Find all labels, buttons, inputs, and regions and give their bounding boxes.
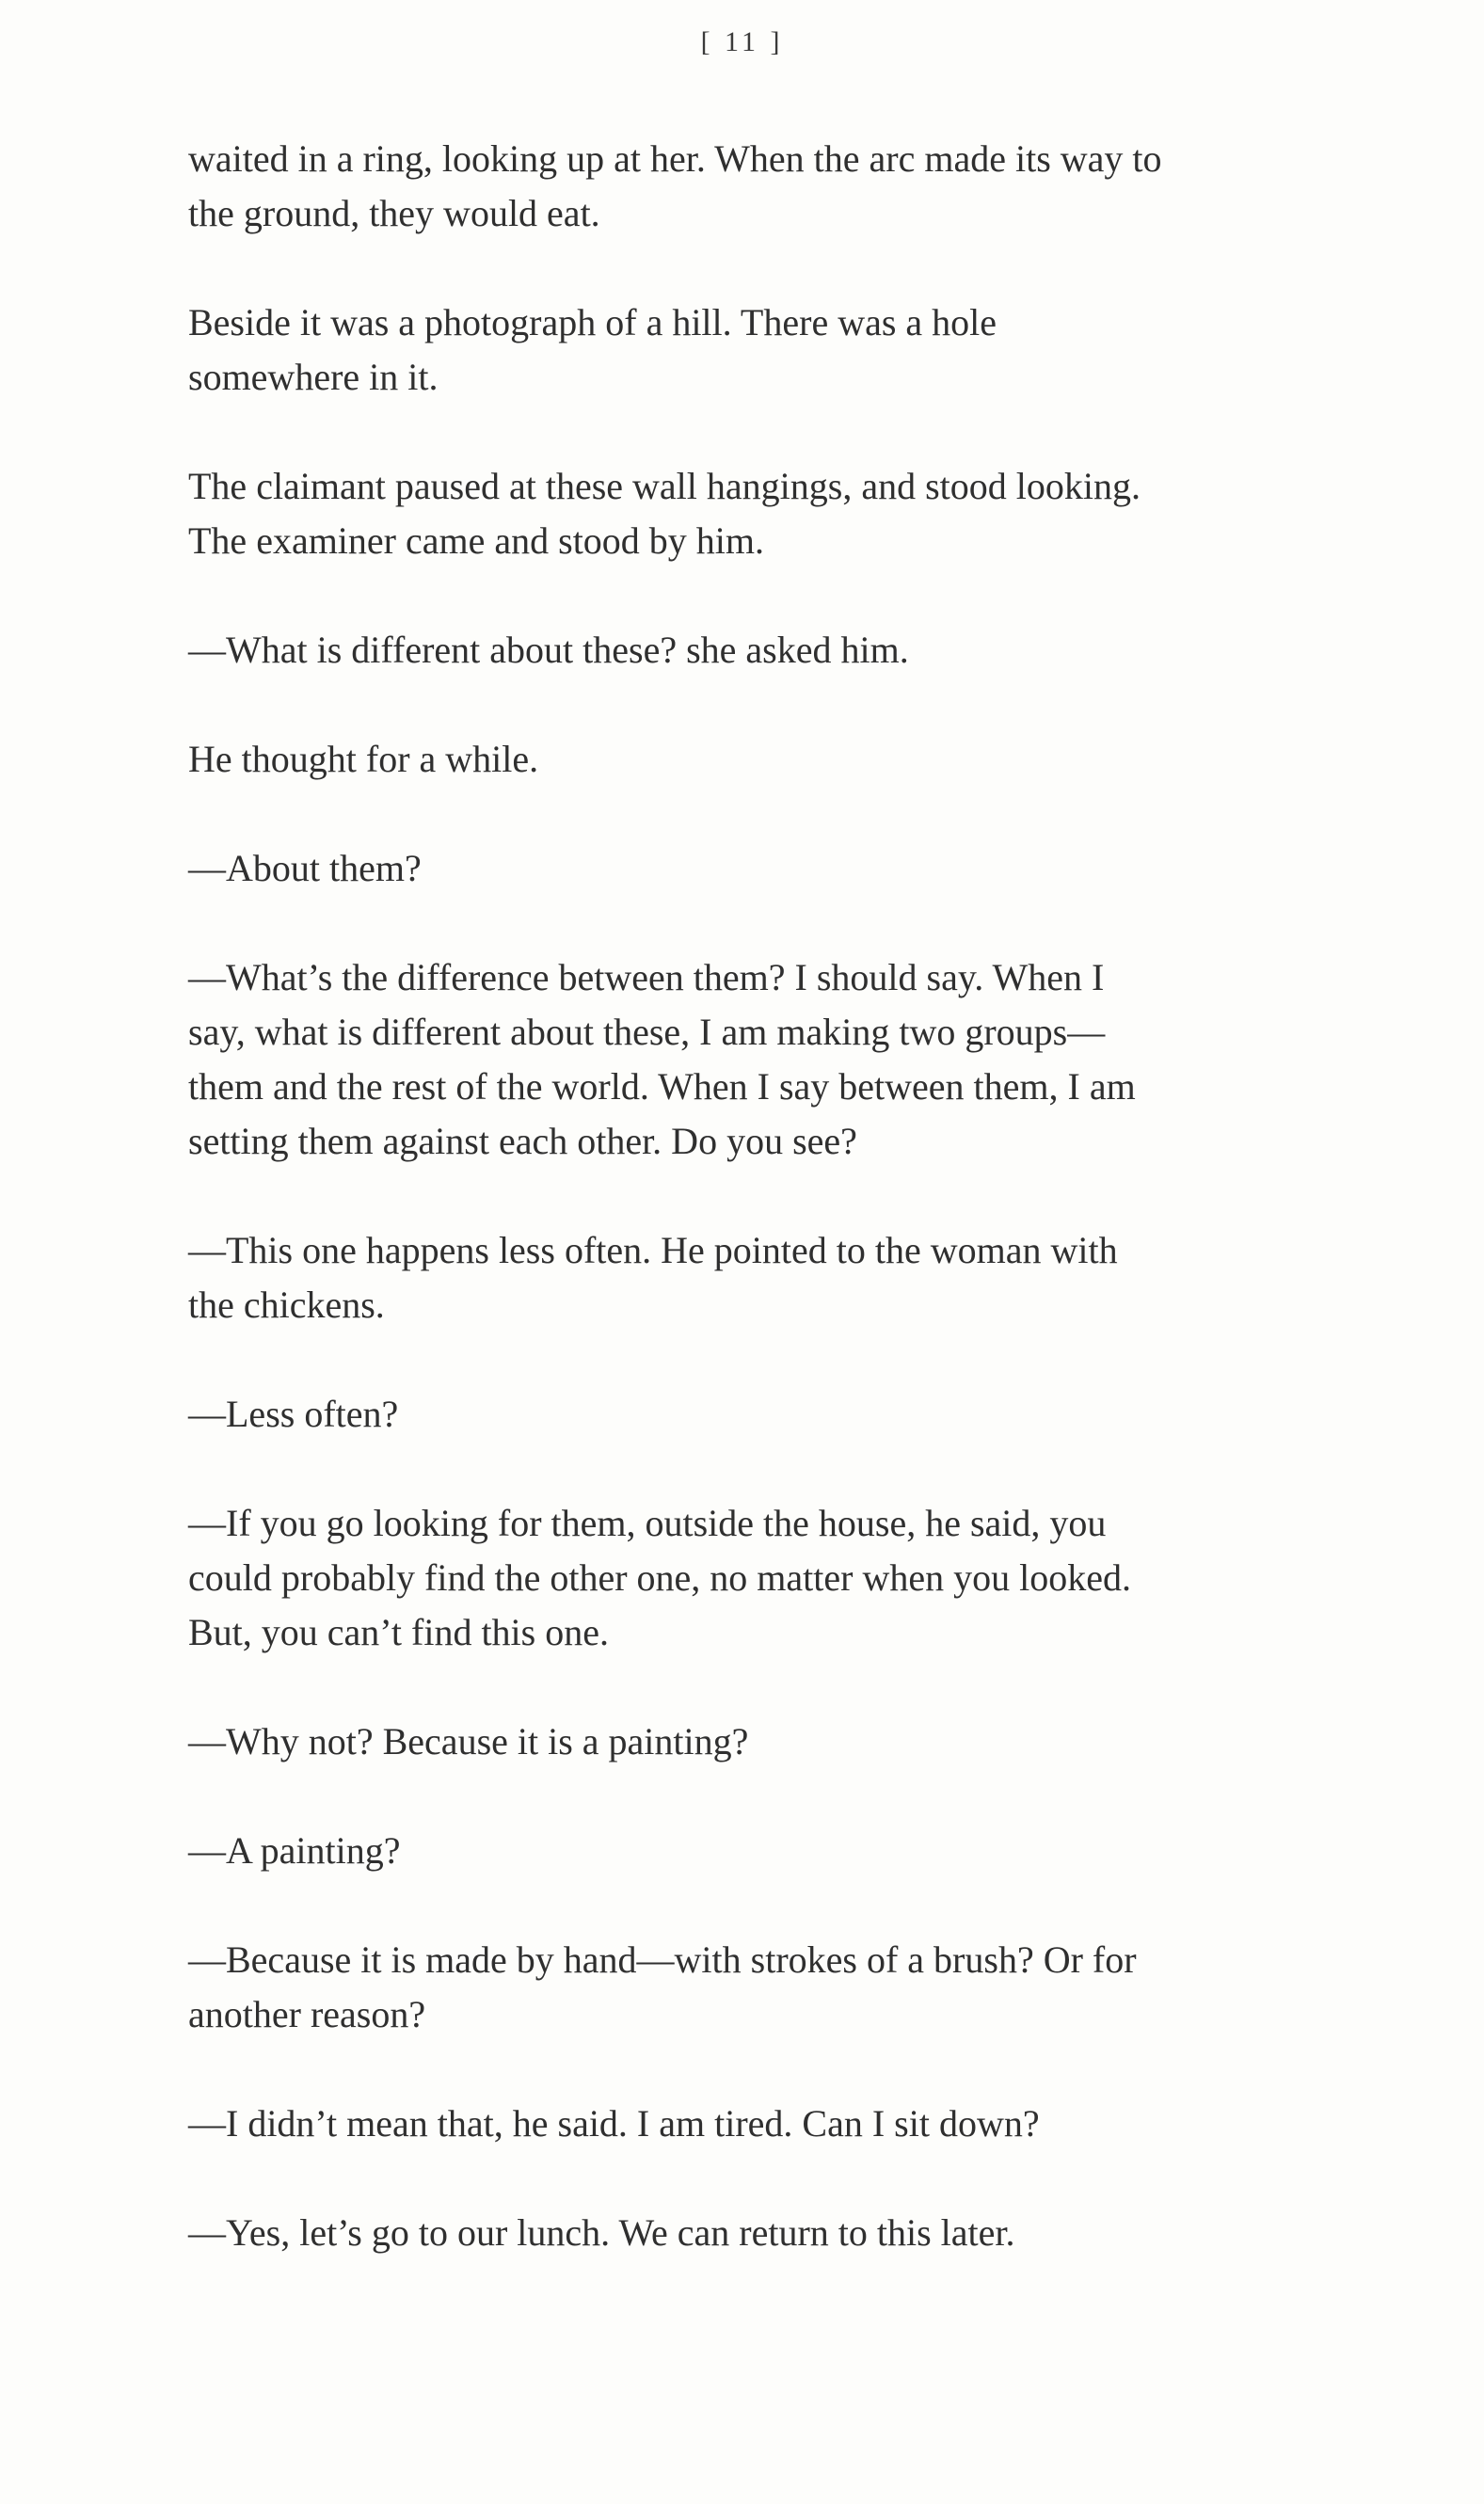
paragraph bbox=[188, 132, 1317, 241]
text-line: —This one happens less often. He pointed to the woman with bbox=[188, 1229, 1118, 1271]
paragraph bbox=[188, 1387, 1317, 1442]
text-line: —I didn’t mean that, he said. I am tired. Can I sit down? bbox=[188, 2102, 1040, 2145]
text-line: The claimant paused at these wall hangings, and stood looking. bbox=[188, 465, 1141, 507]
text-line: another reason? bbox=[188, 1993, 426, 2035]
text-line: He thought for a while. bbox=[188, 738, 539, 780]
text-line: Beside it was a photograph of a hill. There was a hole bbox=[188, 301, 997, 343]
paragraph bbox=[188, 1824, 1317, 1878]
paragraph bbox=[188, 1933, 1317, 2042]
text-line: —If you go looking for them, outside the house, he said, you bbox=[188, 1502, 1107, 1544]
text-line: —Less often? bbox=[188, 1393, 399, 1435]
paragraph bbox=[188, 2097, 1317, 2151]
text-line: the ground, they would eat. bbox=[188, 192, 600, 234]
paragraph bbox=[188, 1223, 1317, 1332]
paragraph bbox=[188, 459, 1317, 568]
paragraph bbox=[188, 1496, 1317, 1660]
paragraph bbox=[188, 295, 1317, 405]
body-text bbox=[188, 132, 1317, 2315]
text-line: —Yes, let’s go to our lunch. We can return to this later. bbox=[188, 2211, 1015, 2254]
paragraph bbox=[188, 950, 1317, 1169]
text-line: But, you can’t find this one. bbox=[188, 1611, 609, 1653]
text-line: —What is different about these? she asked him. bbox=[188, 629, 909, 671]
paragraph bbox=[188, 623, 1317, 678]
text-line: setting them against each other. Do you see? bbox=[188, 1120, 857, 1162]
text-line: —A painting? bbox=[188, 1829, 401, 1872]
text-line: the chickens. bbox=[188, 1284, 385, 1326]
paragraph bbox=[188, 1715, 1317, 1769]
text-line: waited in a ring, looking up at her. When the arc made its way to bbox=[188, 137, 1162, 180]
text-line: —About them? bbox=[188, 847, 422, 889]
text-line: The examiner came and stood by him. bbox=[188, 519, 765, 562]
paragraph bbox=[188, 732, 1317, 787]
text-line: —What’s the difference between them? I should say. When I bbox=[188, 956, 1105, 998]
text-line: —Why not? Because it is a painting? bbox=[188, 1720, 749, 1762]
page-number: [ 11 ] bbox=[700, 26, 784, 57]
paragraph bbox=[188, 841, 1317, 896]
text-line: could probably find the other one, no matter when you looked. bbox=[188, 1556, 1131, 1599]
text-line: —Because it is made by hand—with strokes of a brush? Or for bbox=[188, 1938, 1137, 1981]
text-line: somewhere in it. bbox=[188, 356, 439, 398]
text-line: say, what is different about these, I am making two groups— bbox=[188, 1011, 1106, 1053]
paragraph bbox=[188, 2206, 1317, 2260]
text-line: them and the rest of the world. When I say between them, I am bbox=[188, 1065, 1136, 1108]
